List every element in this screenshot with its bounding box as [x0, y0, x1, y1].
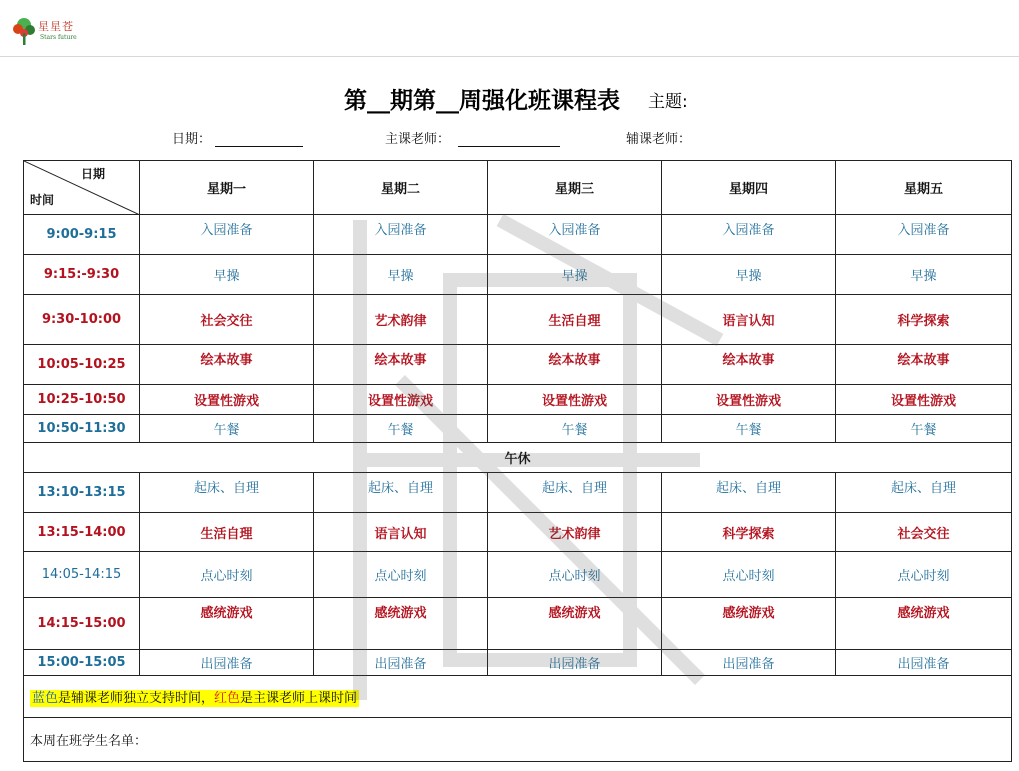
page-title: 第__期第__周强化班课程表 [344, 88, 620, 114]
time-slot: 14:05-14:15 [24, 552, 140, 598]
schedule-row [24, 415, 1012, 443]
activity-cell: 早操 [488, 255, 662, 295]
activity-cell: 生活自理 [140, 513, 314, 552]
activity-cell: 起床、自理 [488, 473, 662, 513]
activity-cell: 出园准备 [140, 650, 314, 676]
activity-cell: 设置性游戏 [488, 385, 662, 415]
theme-label: 主题: [648, 92, 688, 112]
rest-row [24, 443, 1012, 473]
legend-note [30, 690, 359, 707]
schedule-row [24, 513, 1012, 552]
schedule-row [24, 345, 1012, 385]
activity-cell: 绘本故事 [488, 345, 662, 385]
day-header: 星期三 [488, 161, 662, 215]
activity-cell: 设置性游戏 [836, 385, 1012, 415]
time-slot: 10:25-10:50 [24, 385, 140, 415]
activity-cell: 起床、自理 [314, 473, 488, 513]
rest-cell: 午休 [24, 443, 1012, 473]
activity-cell: 感统游戏 [662, 598, 836, 650]
activity-cell: 设置性游戏 [140, 385, 314, 415]
time-slot: 9:30-10:00 [24, 295, 140, 345]
schedule-row [24, 552, 1012, 598]
activity-cell: 点心时刻 [662, 552, 836, 598]
activity-cell: 点心时刻 [140, 552, 314, 598]
legend-row [24, 676, 1012, 718]
time-slot: 9:15:-9:30 [24, 255, 140, 295]
date-label: 日期： [172, 132, 212, 147]
activity-cell: 科学探索 [662, 513, 836, 552]
activity-cell: 出园准备 [662, 650, 836, 676]
time-slot: 14:15-15:00 [24, 598, 140, 650]
logo-subtitle: Stars future [40, 34, 77, 41]
activity-cell: 入园准备 [140, 215, 314, 255]
activity-cell: 起床、自理 [662, 473, 836, 513]
time-slot: 10:50-11:30 [24, 415, 140, 443]
header-divider [0, 56, 1019, 57]
activity-cell: 社会交往 [836, 513, 1012, 552]
activity-cell: 入园准备 [836, 215, 1012, 255]
activity-cell: 早操 [836, 255, 1012, 295]
time-slot: 13:10-13:15 [24, 473, 140, 513]
activity-cell: 午餐 [836, 415, 1012, 443]
activity-cell: 早操 [662, 255, 836, 295]
activity-cell: 社会交往 [140, 295, 314, 345]
activity-cell: 语言认知 [662, 295, 836, 345]
activity-cell: 感统游戏 [836, 598, 1012, 650]
assistant-teacher-label: 辅课老师： [626, 132, 692, 147]
schedule-row [24, 255, 1012, 295]
activity-cell: 绘本故事 [836, 345, 1012, 385]
activity-cell: 午餐 [140, 415, 314, 443]
activity-cell: 点心时刻 [488, 552, 662, 598]
activity-cell: 感统游戏 [314, 598, 488, 650]
schedule-row [24, 295, 1012, 345]
legend-blue-desc: 是辅课老师独立支持时间， [58, 691, 215, 706]
activity-cell: 午餐 [662, 415, 836, 443]
activity-cell: 设置性游戏 [314, 385, 488, 415]
activity-cell: 午餐 [314, 415, 488, 443]
day-header: 星期一 [140, 161, 314, 215]
corner-time-label: 时间 [30, 193, 55, 207]
time-slot: 13:15-14:00 [24, 513, 140, 552]
time-slot: 10:05-10:25 [24, 345, 140, 385]
activity-cell: 设置性游戏 [662, 385, 836, 415]
time-slot: 9:00-9:15 [24, 215, 140, 255]
activity-cell: 入园准备 [314, 215, 488, 255]
legend-cell [24, 676, 1012, 718]
activity-cell: 点心时刻 [836, 552, 1012, 598]
legend-blue-word: 蓝色 [32, 691, 59, 706]
activity-cell: 起床、自理 [140, 473, 314, 513]
day-header: 星期二 [314, 161, 488, 215]
activity-cell: 感统游戏 [140, 598, 314, 650]
activity-cell: 出园准备 [314, 650, 488, 676]
logo-name: 星星苍 [38, 20, 74, 33]
schedule-row [24, 385, 1012, 415]
activity-cell: 绘本故事 [140, 345, 314, 385]
activity-cell: 出园准备 [488, 650, 662, 676]
activity-cell: 感统游戏 [488, 598, 662, 650]
schedule-row [24, 650, 1012, 676]
activity-cell: 语言认知 [314, 513, 488, 552]
schedule-table [23, 160, 1012, 762]
corner-day-label: 日期 [80, 167, 105, 181]
roster-row [24, 718, 1012, 762]
activity-cell: 入园准备 [662, 215, 836, 255]
lead-teacher-field[interactable] [458, 146, 560, 147]
activity-cell: 艺术韵律 [314, 295, 488, 345]
day-header: 星期四 [662, 161, 836, 215]
header-row [24, 161, 1012, 215]
activity-cell: 绘本故事 [662, 345, 836, 385]
activity-cell: 绘本故事 [314, 345, 488, 385]
activity-cell: 出园准备 [836, 650, 1012, 676]
date-field[interactable] [215, 146, 303, 147]
legend-red-word: 红色 [214, 691, 241, 706]
activity-cell: 早操 [314, 255, 488, 295]
schedule-row [24, 598, 1012, 650]
activity-cell: 生活自理 [488, 295, 662, 345]
time-slot: 15:00-15:05 [24, 650, 140, 676]
corner-cell [24, 161, 140, 215]
schedule-row [24, 215, 1012, 255]
schedule-row [24, 473, 1012, 513]
activity-cell: 科学探索 [836, 295, 1012, 345]
activity-cell: 午餐 [488, 415, 662, 443]
legend-red-desc: 是主课老师上课时间 [240, 691, 358, 706]
activity-cell: 起床、自理 [836, 473, 1012, 513]
activity-cell: 入园准备 [488, 215, 662, 255]
day-header: 星期五 [836, 161, 1012, 215]
activity-cell: 艺术韵律 [488, 513, 662, 552]
student-roster-label: 本周在班学生名单： [24, 718, 1012, 762]
activity-cell: 早操 [140, 255, 314, 295]
activity-cell: 点心时刻 [314, 552, 488, 598]
lead-teacher-label: 主课老师： [385, 132, 451, 147]
